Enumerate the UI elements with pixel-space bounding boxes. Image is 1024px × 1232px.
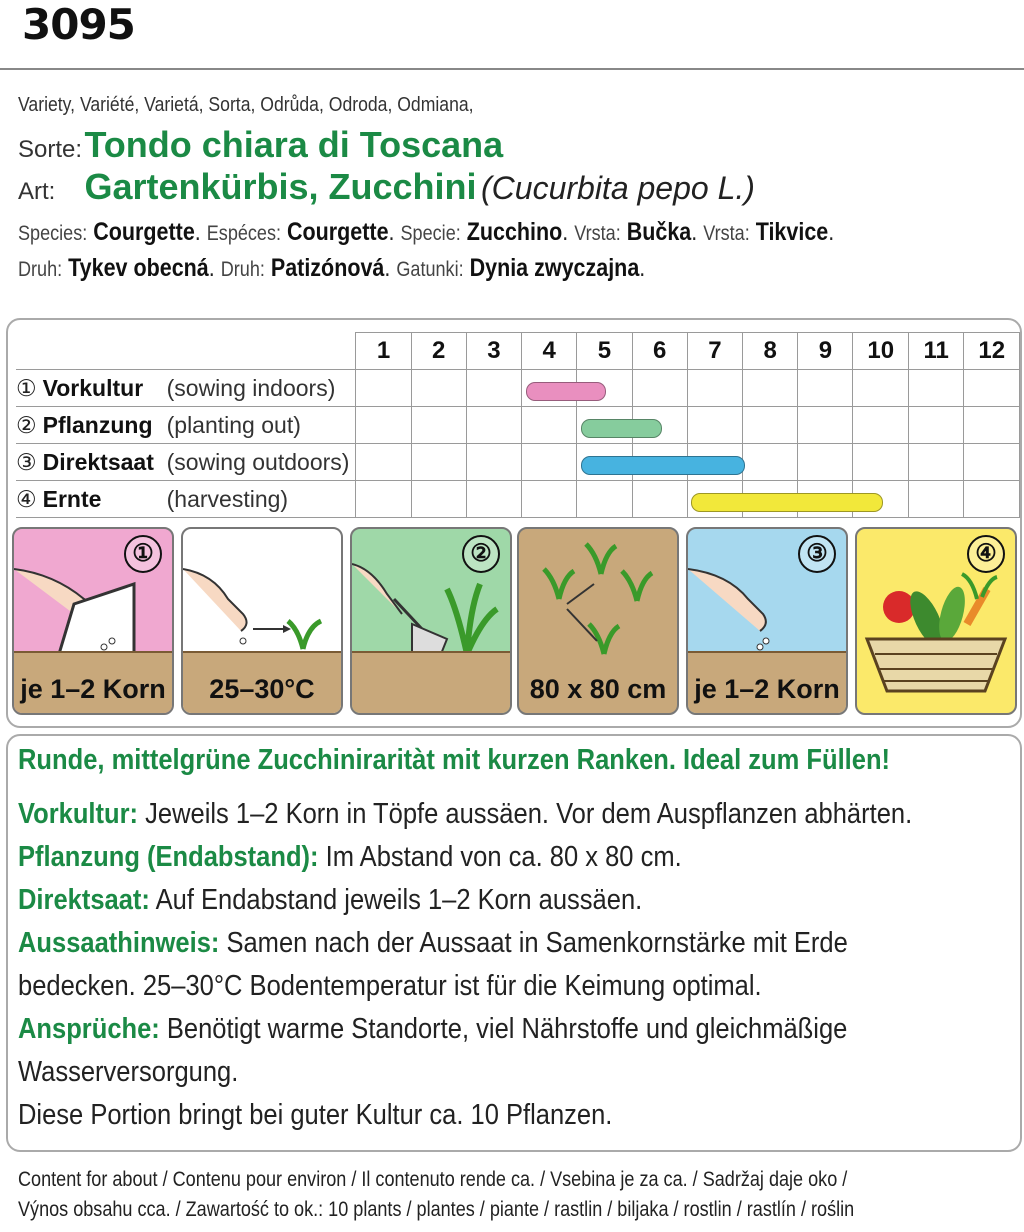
month-header: 8 — [743, 333, 798, 370]
variety-name: Tondo chiara di Toscana — [84, 124, 504, 165]
sorte-label: Sorte: — [18, 136, 83, 163]
step-number: ② — [462, 535, 500, 573]
art-line — [18, 166, 755, 208]
month-cell — [466, 481, 521, 518]
month-cell — [687, 407, 742, 444]
icon-harvest — [855, 527, 1017, 715]
month-cell — [632, 481, 687, 518]
species-label: Specie: — [400, 222, 461, 245]
month-cell — [743, 444, 798, 481]
month-cell — [577, 481, 632, 518]
aussaathinweis-line — [18, 922, 889, 965]
icon-caption: je 1–2 Korn — [694, 674, 840, 704]
aussaathinweis-line-2: bedecken. 25–30°C Bodentemperatur ist für die Keimung optimal. — [18, 970, 762, 1002]
month-cell — [964, 407, 1020, 444]
species-value: Courgette — [93, 218, 195, 246]
species-label: Espéces: — [206, 222, 282, 245]
ansprueche-line-2: Wasserversorgung. — [18, 1056, 239, 1088]
calendar-corner — [16, 333, 356, 370]
step-number: ③ — [798, 535, 836, 573]
header-divider — [0, 68, 1024, 70]
direktsaat-line — [18, 879, 889, 922]
month-header: 6 — [632, 333, 687, 370]
month-cell — [743, 407, 798, 444]
month-cell — [411, 444, 466, 481]
month-cell — [853, 407, 908, 444]
art-label: Art: — [18, 178, 56, 205]
month-header: 1 — [356, 333, 411, 370]
icon-spacing — [517, 527, 679, 715]
species-translations-2: Druh: Tykev obecná. Druh: Patizónová. Gatunki: Dynia zwyczajna. — [18, 254, 646, 282]
sowing-calendar — [16, 332, 1020, 518]
footer-line-1: Content for about / Contenu pour environ / Il contenuto rende ca. / Vsebina je za ca. / Sadržaj daje oko / — [18, 1168, 848, 1191]
month-cell — [964, 481, 1020, 518]
aussaathinweis-text: Samen nach der Aussaat in Samenkornstärke mit Erde — [219, 927, 848, 959]
aussaathinweis-key: Aussaathinweis: — [18, 927, 220, 959]
month-cell — [466, 407, 521, 444]
month-cell — [411, 407, 466, 444]
month-cell — [687, 370, 742, 407]
month-header: 7 — [687, 333, 742, 370]
month-cell — [632, 370, 687, 407]
pflanzung-line — [18, 836, 889, 879]
row-name: Vorkultur — [42, 374, 144, 401]
icon-planting-out — [350, 527, 512, 715]
sorte-line — [18, 124, 503, 166]
month-header: 5 — [577, 333, 632, 370]
footer-line-2: Výnos obsahu cca. / Zawartość to ok.: 10 plants / plantes / piante / rastlin / biljaka / rostlin / rastlín / roślin — [18, 1198, 855, 1221]
ansprueche-text: Benötigt warme Standorte, viel Nährstoffe und gleichmäßige — [159, 1013, 848, 1045]
month-cell — [964, 444, 1020, 481]
step-number: ④ — [967, 535, 1005, 573]
month-cell — [466, 444, 521, 481]
species-label: Gatunki: — [396, 258, 464, 281]
month-cell — [356, 407, 411, 444]
vorkultur-line — [18, 793, 913, 836]
month-header: 4 — [522, 333, 577, 370]
calendar-row — [16, 407, 1020, 444]
icon-caption: 25–30°C — [209, 674, 315, 704]
ansprueche-line — [18, 1008, 889, 1051]
month-header: 11 — [908, 333, 963, 370]
variety-languages: Variety, Variété, Varietá, Sorta, Odrůda, Odroda, Odmiana, — [18, 94, 474, 116]
calendar-bar — [581, 419, 662, 438]
direktsaat-text: Auf Endabstand jeweils 1–2 Korn aussäen. — [149, 884, 643, 916]
calendar-row-label — [16, 370, 356, 407]
row-english: (sowing outdoors) — [166, 448, 350, 475]
month-header: 10 — [853, 333, 908, 370]
month-cell — [356, 481, 411, 518]
species-name: Gartenkürbis, Zucchini — [84, 166, 477, 207]
species-value: Zucchino — [466, 218, 563, 246]
vorkultur-text: Jeweils 1–2 Korn in Töpfe aussäen. Vor dem Auspflanzen abhärten. — [138, 798, 913, 830]
month-cell — [356, 444, 411, 481]
month-cell — [908, 481, 963, 518]
species-translations-1: Species: Courgette. Espéces: Courgette. Specie: Zucchino. Vrsta: Bučka. Vrsta: Tikvice. — [18, 218, 835, 246]
row-marker: ① — [16, 374, 37, 401]
direktsaat-key: Direktsaat: — [18, 884, 150, 916]
month-cell — [743, 370, 798, 407]
icon-caption: je 1–2 Korn — [20, 674, 166, 704]
icon-germination-temperature — [181, 527, 343, 715]
month-cell — [522, 407, 577, 444]
calendar-bar — [581, 456, 745, 475]
pflanzung-text: Im Abstand von ca. 80 x 80 cm. — [318, 841, 682, 873]
species-label: Vrsta: — [703, 222, 750, 245]
species-value: Tykev obecná — [68, 254, 209, 282]
month-cell — [908, 370, 963, 407]
month-cell — [411, 481, 466, 518]
month-cell — [522, 481, 577, 518]
calendar-header-row — [16, 333, 1020, 370]
species-label: Vrsta: — [574, 222, 621, 245]
step-number: ① — [124, 535, 162, 573]
icon-sowing-outdoors — [686, 527, 848, 715]
description-headline: Runde, mittelgrüne Zucchiniraritàt mit kurzen Ranken. Ideal zum Füllen! — [18, 744, 891, 776]
row-marker: ④ — [16, 485, 37, 512]
species-label: Druh: — [220, 258, 265, 281]
calendar-row-label — [16, 444, 356, 481]
species-label: Species: — [18, 222, 88, 245]
month-cell — [853, 370, 908, 407]
product-code: 3095 — [22, 0, 135, 49]
row-english: (planting out) — [166, 411, 301, 438]
month-cell — [411, 370, 466, 407]
month-header: 9 — [798, 333, 853, 370]
row-name: Pflanzung — [42, 411, 153, 438]
species-value: Bučka — [626, 218, 692, 246]
month-cell — [356, 370, 411, 407]
calendar-row — [16, 370, 1020, 407]
calendar-bar — [691, 493, 882, 512]
row-marker: ③ — [16, 448, 37, 475]
latin-name: (Cucurbita pepo L.) — [481, 170, 755, 206]
month-cell — [798, 407, 853, 444]
month-cell — [798, 444, 853, 481]
row-english: (harvesting) — [166, 485, 289, 512]
species-value: Patizónová — [270, 254, 385, 282]
portion-line: Diese Portion bringt bei guter Kultur ca. 10 Pflanzen. — [18, 1099, 613, 1131]
row-english: (sowing indoors) — [166, 374, 336, 401]
row-name: Direktsaat — [42, 448, 154, 475]
month-header: 3 — [466, 333, 521, 370]
month-cell — [908, 444, 963, 481]
vorkultur-key: Vorkultur: — [18, 798, 139, 830]
month-cell — [853, 444, 908, 481]
calendar-row-label — [16, 481, 356, 518]
calendar-bar — [526, 382, 607, 401]
species-value: Courgette — [287, 218, 389, 246]
soil — [352, 651, 510, 713]
row-marker: ② — [16, 411, 37, 438]
species-label: Druh: — [18, 258, 63, 281]
month-header: 2 — [411, 333, 466, 370]
row-name: Ernte — [42, 485, 102, 512]
species-value: Dynia zwyczajna — [469, 254, 640, 282]
ansprueche-key: Ansprüche: — [18, 1013, 160, 1045]
month-cell — [466, 370, 521, 407]
month-cell — [908, 407, 963, 444]
vegetable-basket-illustration — [857, 529, 1015, 713]
calendar-row-label — [16, 407, 356, 444]
month-cell — [964, 370, 1020, 407]
month-header: 12 — [964, 333, 1020, 370]
pflanzung-key: Pflanzung (Endabstand): — [18, 841, 319, 873]
month-cell — [798, 370, 853, 407]
month-cell — [522, 444, 577, 481]
species-value: Tikvice — [755, 218, 829, 246]
calendar-row — [16, 444, 1020, 481]
icon-sowing-indoors — [12, 527, 174, 715]
icon-caption: 80 x 80 cm — [529, 674, 667, 704]
